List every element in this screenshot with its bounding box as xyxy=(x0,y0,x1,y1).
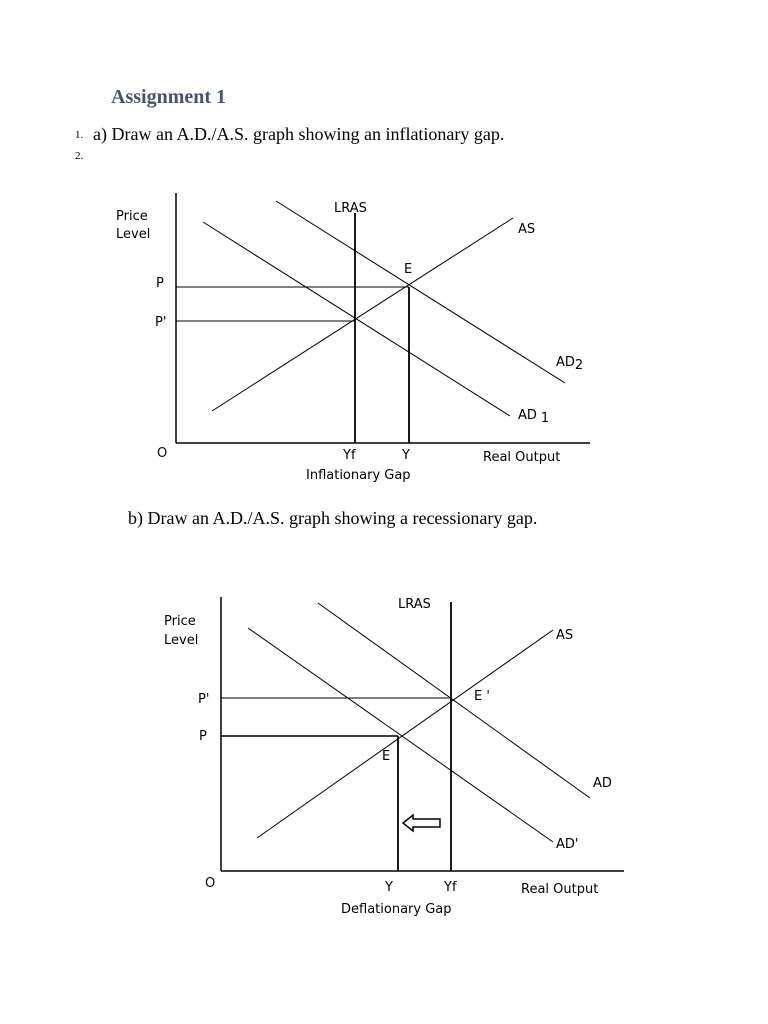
g2-e-label: E xyxy=(382,749,391,764)
g2-adprime-label: AD' xyxy=(556,837,579,852)
g1-yf-label: Yf xyxy=(343,448,356,463)
list-number-1: 1. xyxy=(75,129,84,141)
g1-x-axis-label: Real Output xyxy=(483,450,561,465)
question-a: a) Draw an A.D./A.S. graph showing an inflationary gap. xyxy=(93,124,505,144)
g2-yf-label: Yf xyxy=(444,880,457,895)
g1-ad1-main: AD xyxy=(518,408,537,423)
g1-caption: Inflationary Gap xyxy=(306,468,411,483)
question-b: b) Draw an A.D./A.S. graph showing a recessionary gap. xyxy=(128,508,538,528)
g2-y-label-2: Level xyxy=(164,633,199,648)
g1-y-label-2: Level xyxy=(116,227,151,242)
g1-pprime-label: P' xyxy=(155,315,167,330)
g1-e-label: E xyxy=(404,262,413,277)
g1-ad2-main: AD xyxy=(556,355,575,370)
g2-as-label: AS xyxy=(556,628,574,643)
g1-ad1-sub: 1 xyxy=(540,411,550,426)
g1-p-label: P xyxy=(156,276,164,291)
g2-caption: Deflationary Gap xyxy=(341,902,452,917)
g1-ad2-sub: 2 xyxy=(574,358,584,373)
g2-left-arrow-icon xyxy=(403,815,440,831)
g2-pprime-label: P' xyxy=(198,692,210,707)
g2-y-label: Y xyxy=(385,880,393,895)
g2-ad-label: AD xyxy=(593,776,612,791)
g2-origin-label: O xyxy=(205,876,216,891)
g2-adprime-curve xyxy=(248,628,553,842)
g2-lras-label: LRAS xyxy=(398,597,431,612)
g1-y-label: Y xyxy=(402,448,410,463)
assignment-title: Assignment 1 xyxy=(111,86,227,108)
g1-origin-label: O xyxy=(157,446,168,461)
g2-as-curve xyxy=(257,630,553,838)
list-number-2: 2. xyxy=(75,150,84,162)
g2-y-label-1: Price xyxy=(164,614,196,629)
g2-p-label: P xyxy=(199,729,207,744)
g1-lras-label: LRAS xyxy=(334,201,367,216)
g2-eprime-label: E ' xyxy=(474,689,490,704)
g1-y-label-1: Price xyxy=(116,209,148,224)
g1-as-label: AS xyxy=(518,222,536,237)
g2-x-axis-label: Real Output xyxy=(521,882,599,897)
